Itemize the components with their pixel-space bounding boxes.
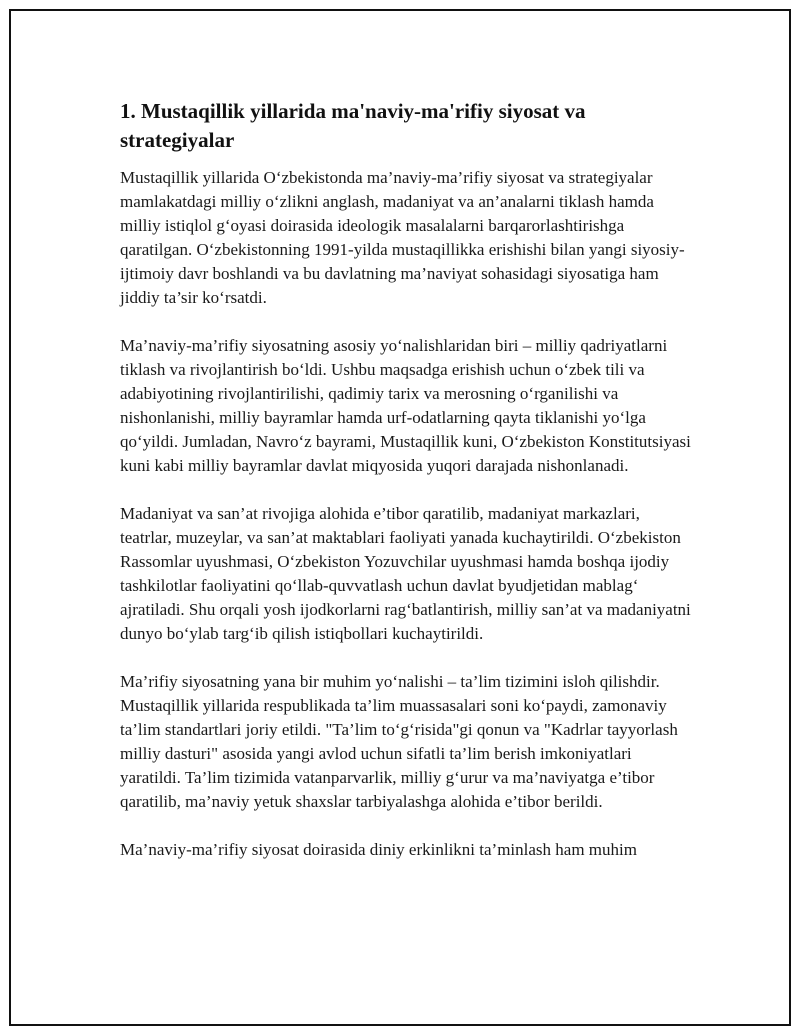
paragraph-3: Madaniyat va san’at rivojiga alohida e’tibor qaratilib, madaniyat markazlari, teatrlar, muzeylar, va san’at maktablari faoliyati yanada kuchaytirildi. O‘zbekiston Rassomlar uyushmasi, O‘zbekiston Yozuvchilar uyushmasi hamda boshqa ijodiy tashkilotlar faoliyatini qo‘llab-quvvatlash uchun davlat byudjetidan mablag‘ ajratiladi. Shu orqali yosh ijodkorlarni rag‘batlantirish, milliy san’at va madaniyatni dunyo bo‘ylab targ‘ib qilish istiqbollari kuchaytirildi.	[120, 504, 691, 643]
paragraph-4: Ma’rifiy siyosatning yana bir muhim yo‘nalishi – ta’lim tizimini isloh qilishdir. Mustaqillik yillarida respublikada ta’lim muassasalari soni ko‘paydi, zamonaviy ta’lim standartlari joriy etildi. "Ta’lim to‘g‘risida"gi qonun va "Kadrlar tayyorlash milliy dasturi" asosida yangi avlod uchun sifatli ta’lim berish imkoniyatlari yaratildi. Ta’lim tizimida vatanparvarlik, milliy g‘urur va ma’naviyatga e’tibor qaratilib, ma’naviy yetuk shaxslar tarbiyalashga alohida e’tibor berildi.	[120, 672, 678, 811]
paragraph-5: Ma’naviy-ma’rifiy siyosat doirasida diniy erkinlikni ta’minlash ham muhim	[120, 840, 637, 859]
page-frame	[9, 9, 791, 1026]
paragraph-1: Mustaqillik yillarida O‘zbekistonda ma’naviy-ma’rifiy siyosat va strategiyalar mamlakatdagi milliy o‘zlikni anglash, madaniyat va an’analarni tiklash hamda milliy istiqlol g‘oyasi doirasida ideologik masalalarni barqarorlashtirishga qaratilgan. O‘zbekistonning 1991-yilda mustaqillikka erishishi bilan yangi siyosiy-ijtimoiy davr boshlandi va bu davlatning ma’naviyat sohasidagi siyosatiga ham jiddiy ta’sir ko‘rsatdi.	[120, 168, 685, 307]
document-title: 1. Mustaqillik yillarida ma'naviy-ma'rifiy siyosat va strategiyalar	[120, 99, 586, 152]
document-body	[120, 97, 692, 886]
paragraph-2: Ma’naviy-ma’rifiy siyosatning asosiy yo‘nalishlaridan biri – milliy qadriyatlarni tiklash va rivojlantirish bo‘ldi. Ushbu maqsadga erishish uchun o‘zbek tili va adabiyotining rivojlantirilishi, qadimiy tarix va merosning o‘rganilishi va nishonlanishi, milliy bayramlar hamda urf-odatlarning qayta tiklanishi yo‘lga qo‘yildi. Jumladan, Navro‘z bayrami, Mustaqillik kuni, O‘zbekiston Konstitutsiyasi kuni kabi milliy bayramlar davlat miqyosida yuqori darajada nishonlanadi.	[120, 336, 691, 475]
